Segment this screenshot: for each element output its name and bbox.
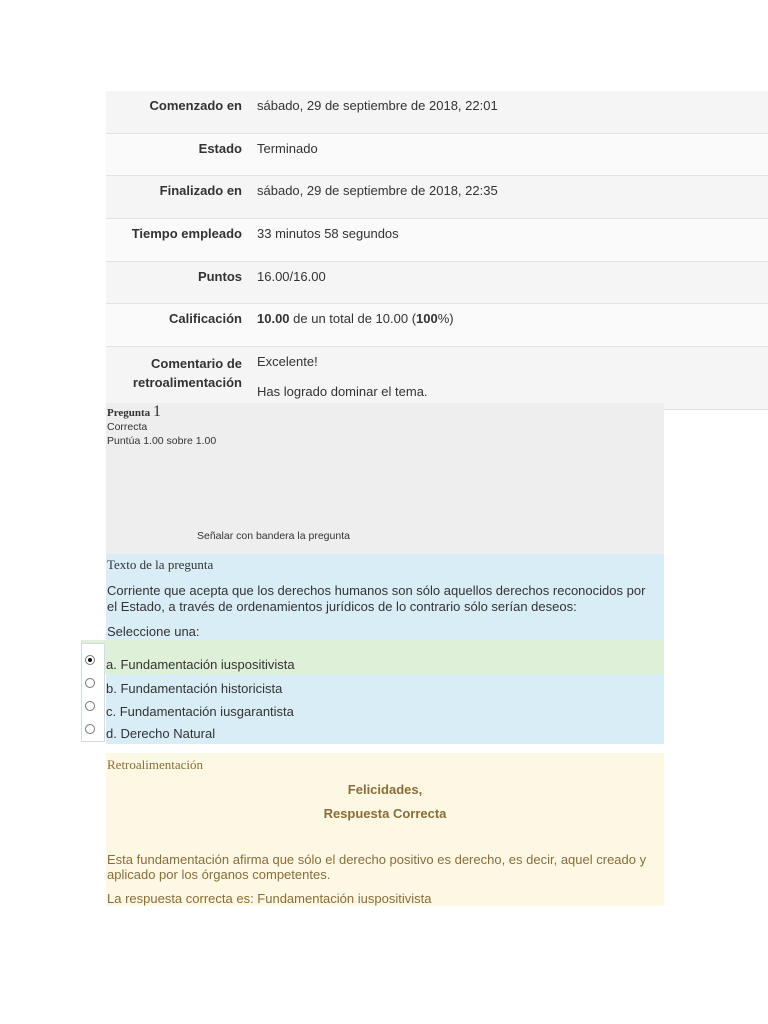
question-number-value: 1: [152, 403, 161, 420]
option-d-radio[interactable]: [85, 724, 95, 734]
option-a-label[interactable]: a. Fundamentación iuspositivista: [106, 657, 295, 672]
summary-row-time: [106, 219, 768, 262]
summary-label: Comenzado en: [149, 98, 242, 113]
summary-value: 16.00/16.00: [257, 269, 326, 284]
summary-row-started: [106, 91, 768, 134]
summary-row-points: [106, 262, 768, 304]
summary-label: [106, 347, 250, 409]
option-b-radio[interactable]: [85, 678, 95, 688]
flag-question-link[interactable]: Señalar con bandera la pregunta: [197, 530, 350, 542]
select-one-prompt: Seleccione una:: [107, 624, 200, 639]
grade-score: 10.00: [257, 311, 290, 326]
summary-label: Puntos: [197, 269, 242, 284]
option-b-label[interactable]: b. Fundamentación historicista: [106, 681, 283, 696]
question-text-block: [106, 554, 664, 744]
summary-label: Tiempo empleado: [131, 226, 242, 241]
option-d-label[interactable]: d. Derecho Natural: [106, 726, 216, 741]
grade-mid: de un total de 10.00 (: [289, 311, 417, 326]
summary-label: Estado: [198, 141, 242, 156]
feedback-block: [106, 753, 664, 906]
comment-line2: Has logrado dominar el tema.: [257, 384, 428, 399]
question-text-heading: Texto de la pregunta: [107, 557, 214, 572]
summary-row-grade: [106, 304, 768, 347]
summary-row-finished: [106, 176, 768, 219]
question-info: [106, 403, 664, 554]
question-number: [107, 403, 161, 421]
option-a-radio[interactable]: [85, 655, 95, 665]
feedback-text: Esta fundamentación afirma que sólo el derecho positivo es derecho, es decir, aquel creado y aplicado por los órganos competentes.: [107, 852, 647, 882]
summary-label: Finalizado en: [159, 183, 242, 198]
summary-value: sábado, 29 de septiembre de 2018, 22:35: [257, 183, 498, 198]
summary-row-comment: [106, 347, 768, 410]
attempt-summary-table: [106, 91, 768, 410]
question-state: Correcta: [107, 421, 148, 433]
summary-value: Terminado: [257, 141, 318, 156]
question-label: Pregunta: [107, 407, 151, 419]
feedback-title: Felicidades,: [347, 782, 423, 797]
summary-value: 33 minutos 58 segundos: [257, 226, 399, 241]
correct-answer-text: La respuesta correcta es: Fundamentación iuspositivista: [107, 891, 432, 906]
comment-label-line2: retroalimentación: [132, 375, 242, 390]
feedback-heading: Retroalimentación: [107, 757, 204, 772]
grade-end: %): [437, 311, 454, 326]
question-grade: Puntúa 1.00 sobre 1.00: [107, 435, 217, 447]
option-c-label[interactable]: c. Fundamentación iusgarantista: [106, 704, 294, 719]
grade-percent: 100: [416, 311, 438, 326]
comment-line1: Excelente!: [257, 354, 318, 369]
option-c-radio[interactable]: [85, 701, 95, 711]
summary-row-state: [106, 134, 768, 176]
grade-value: [250, 304, 768, 346]
comment-value: [250, 347, 768, 409]
feedback-subtitle: Respuesta Correcta: [323, 806, 447, 821]
summary-value: sábado, 29 de septiembre de 2018, 22:01: [257, 98, 498, 113]
summary-label: Calificación: [169, 311, 242, 326]
comment-label-line1: Comentario de: [150, 356, 242, 371]
question-text: Corriente que acepta que los derechos humanos son sólo aquellos derechos reconocidos por el Estado, a través de ordenamientos jurídicos de lo contrario sólo serían deseos:: [107, 583, 646, 614]
